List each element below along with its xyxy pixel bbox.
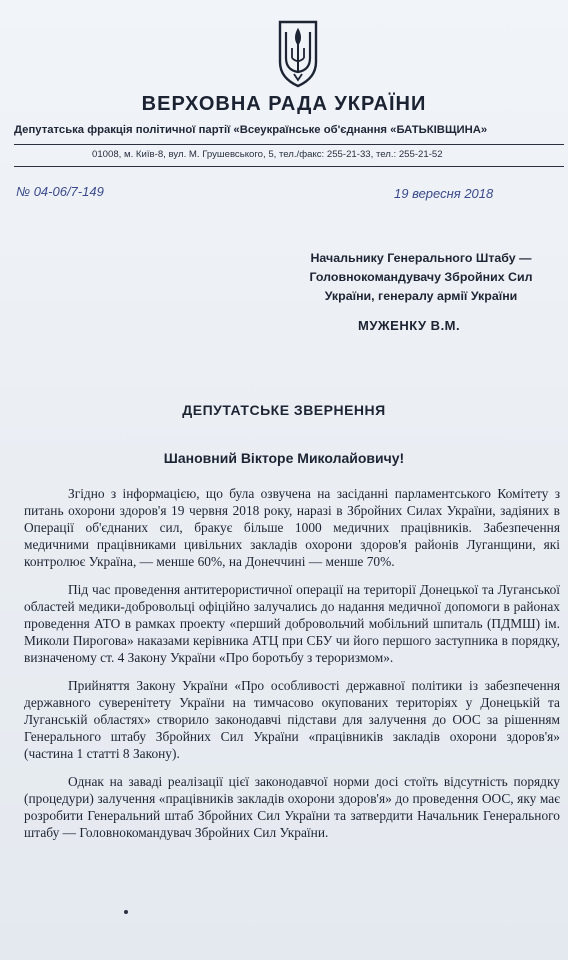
letter-date: 19 вересня 2018 <box>394 186 494 201</box>
trident-emblem-icon <box>276 18 320 90</box>
body-paragraph: Згідно з інформацією, що була озвучена на засіданні парламентського Комітету з питань охорони здоров'я 19 червня 2018 року, наразі в Збройних Силах України, задіяних в Операції об'єднаних сил, бракує більше 1000 медичних працівників. Забезпечення медичними працівниками цивільних закладів охорони здоров'я районів Луганщини, які контролює Україна, — менше 60%, на Донеччині — менше 70%. <box>24 486 560 569</box>
recipient-name: МУЖЕНКУ В.М. <box>358 318 461 333</box>
addressee-block <box>278 249 564 306</box>
body-paragraph: Прийняття Закону України «Про особливості державної політики із забезпечення державного суверенітету України на тимчасово окупованих територіях у Донецькій та Луганській областях» створило законодавчі підстави для залучення до ООС за рішенням Генерального штабу Збройних Сил України «працівників закладів охорони здоров'я» (частина 1 статті 8 Закону). <box>24 678 560 761</box>
salutation: Шановний Вікторе Миколайовичу! <box>163 450 405 466</box>
ink-speck <box>124 910 128 914</box>
addressee-line: України, генералу армії України <box>324 289 518 303</box>
addressee-line: Головнокомандувачу Збройних Сил <box>309 270 533 284</box>
body-paragraph: Однак на заваді реалізації цієї законодавчої норми досі стоїть відсутність порядку (процедури) залучення «працівників закладів охорони здоров'я» до проведення ООС, яку має розробити Генеральний штаб Збройних Сил України та затвердити Начальник Генерального штабу — Головнокомандувач Збройних Сил України. <box>24 774 560 840</box>
faction-name: Депутатська фракція політичної партії «Всеукраїнське об'єднання «БАТЬКІВЩИНА» <box>14 124 488 136</box>
address-divider <box>14 166 564 167</box>
letter-body <box>24 485 560 852</box>
addressee-line: Начальнику Генерального Штабу — <box>310 251 532 265</box>
organization-title: ВЕРХОВНА РАДА УКРАЇНИ <box>141 93 427 115</box>
document-title: ДЕПУТАТСЬКЕ ЗВЕРНЕННЯ <box>182 402 386 418</box>
reference-number: № 04-06/7-149 <box>16 184 104 199</box>
contact-address: 01008, м. Київ-8, вул. М. Грушевського, 5, тел./факс: 255-21-33, тел.: 255-21-52 <box>92 149 443 160</box>
body-paragraph: Під час проведення антитерористичної операції на території Донецької та Луганської областей медики-добровольці офіційно залучались до надання медичної допомоги в районах проведення АТО в рамках проекту «перший добровольчий мобільний шпиталь (ПДМШ) ім. Миколи Пирогова» наказами керівника АТЦ при СБУ чи його першого заступника в порядку, визначеному ст. 4 Закону України «Про боротьбу з тероризмом». <box>24 582 560 665</box>
header-divider <box>14 144 564 145</box>
